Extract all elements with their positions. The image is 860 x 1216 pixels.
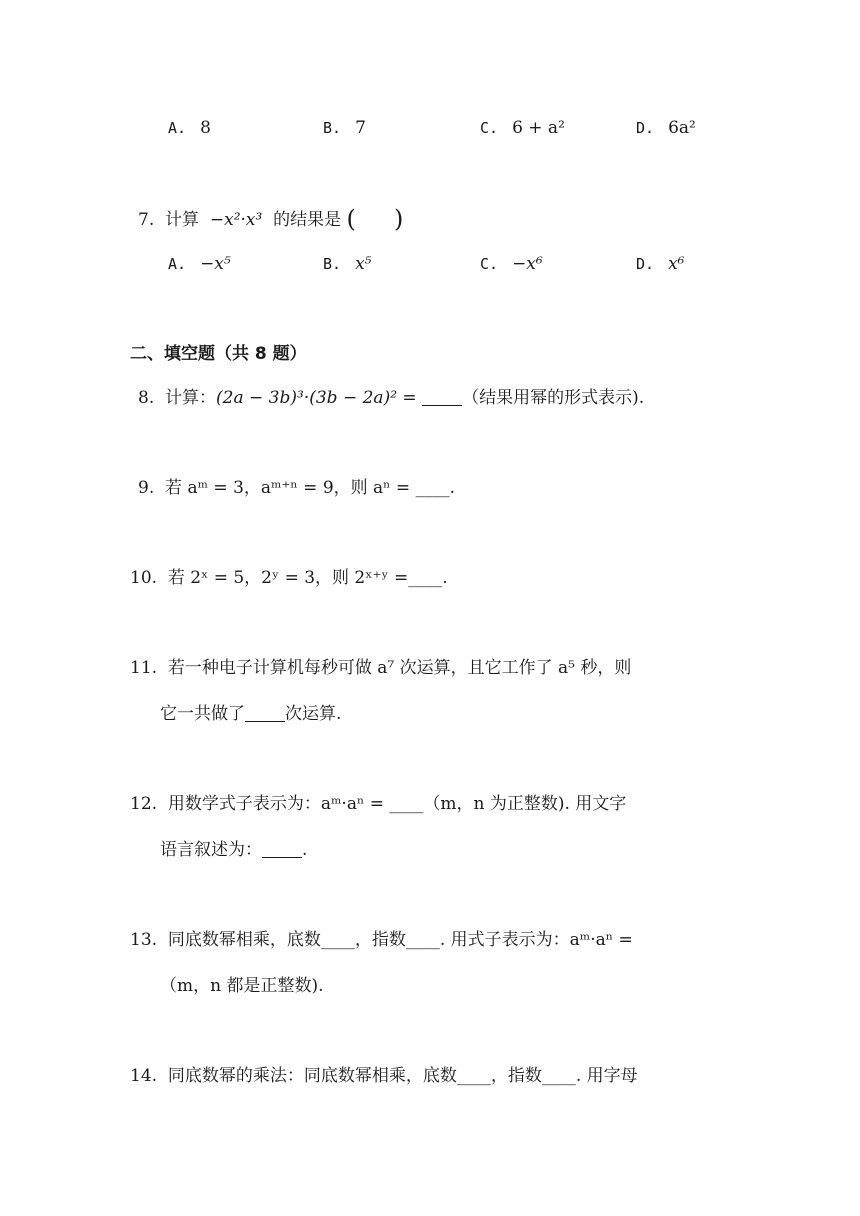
question-11-line-2: 它一共做了 次运算. [160, 704, 342, 724]
question-14-line-1: 14. 同底数幂的乘法：同底数幂相乘，底数____，指数____. 用字母 [130, 1066, 638, 1086]
q6-option-c: C. 6 + a² [480, 118, 565, 138]
q6-option-d: D. 6a² [636, 118, 696, 138]
q7-option-b: B. x⁵ [323, 254, 372, 274]
question-13-line-2: （m，n 都是正整数). [160, 976, 324, 996]
q7-option-a: A. −x⁵ [168, 254, 231, 274]
question-12-line-2: 语言叙述为： . [160, 840, 308, 860]
question-9: 9. 若 aᵐ = 3，aᵐ⁺ⁿ = 9，则 aⁿ = ____. [138, 478, 455, 498]
answer-blank[interactable] [262, 839, 302, 858]
q7-option-d: D. x⁶ [636, 254, 685, 274]
question-13-line-1: 13. 同底数幂相乘，底数____，指数____. 用式子表示为：aᵐ·aⁿ = [130, 930, 633, 950]
question-12-line-1: 12. 用数学式子表示为：aᵐ·aⁿ = ____（m，n 为正整数). 用文字 [130, 794, 627, 814]
answer-blank[interactable] [245, 703, 285, 722]
answer-blank[interactable] [422, 387, 462, 406]
question-10: 10. 若 2ˣ = 5，2ʸ = 3，则 2ˣ⁺ʸ =____. [130, 568, 448, 588]
question-8: 8. 计算：(2a − 3b)³·(3b − 2a)² = （结果用幂的形式表示). [138, 388, 645, 408]
q7-option-c: C. −x⁶ [480, 254, 543, 274]
question-7: 7. 计算 −x²·x³ 的结果是 ( ) [138, 205, 404, 233]
q6-option-b: B. 7 [323, 118, 366, 138]
q6-option-a: A. 8 [168, 118, 211, 138]
section-title: 二、填空题（共 8 题） [130, 344, 307, 364]
question-11-line-1: 11. 若一种电子计算机每秒可做 a⁷ 次运算，且它工作了 a⁵ 秒，则 [130, 658, 632, 678]
